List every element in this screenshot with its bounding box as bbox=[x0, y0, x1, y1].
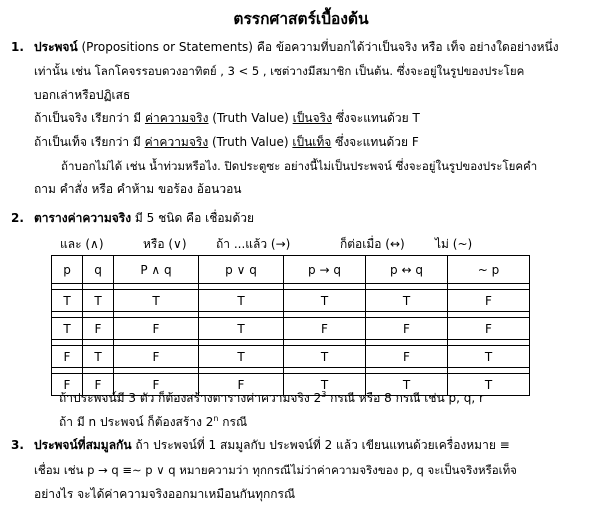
truth-table bbox=[51, 255, 530, 396]
table-cell: F bbox=[366, 318, 448, 340]
table-cell: T bbox=[83, 346, 114, 368]
table-cell: T bbox=[284, 374, 366, 396]
section-3-line-2: เชื่อม เช่น p → q ≡∼ p ∨ q หมายความว่า ทุกกรณีไม่ว่าค่าความจริงของ p, q จะเป็นจริงหรือเท็จ bbox=[34, 463, 517, 477]
true-value-suffix: ซึ่งจะแทนด้วย T bbox=[335, 111, 420, 125]
n-props-prefix: ถ้า มี n ประพจน์ ก็ต้องสร้าง 2 bbox=[59, 415, 214, 429]
table-cell: T bbox=[448, 374, 530, 396]
section-1-number: 1. bbox=[11, 40, 24, 54]
section-1-line-2: เท่านั้น เช่น โลกโคจรรอบดวงอาทิตย์ , 3 < 5 , เซต่วางมีสมาชิก เป็นต้น. ซึ่งจะอยู่ในรูปของประโยค bbox=[34, 64, 525, 78]
connective-not: ไม่ (~) bbox=[435, 237, 473, 251]
table-cell: T bbox=[83, 290, 114, 312]
table-cell: F bbox=[52, 346, 83, 368]
header-cell: p ↔ q bbox=[366, 256, 448, 284]
page-title: ตรรกศาสตร์เบื้องต้น bbox=[233, 10, 369, 28]
three-propositions-line bbox=[59, 387, 484, 406]
n-props-exponent: n bbox=[213, 414, 219, 423]
table-row bbox=[52, 318, 530, 340]
table-cell: T bbox=[284, 290, 366, 312]
header-cell: q bbox=[83, 256, 114, 284]
table-cell: T bbox=[199, 346, 284, 368]
section-2-heading-line bbox=[34, 210, 254, 226]
table-cell: F bbox=[199, 374, 284, 396]
true-value-line bbox=[34, 110, 420, 126]
connective-and: และ (∧) bbox=[60, 237, 104, 251]
header-cell: p ∨ q bbox=[199, 256, 284, 284]
table-cell: F bbox=[448, 318, 530, 340]
section-2-number: 2. bbox=[11, 211, 24, 225]
header-cell: P ∧ q bbox=[114, 256, 199, 284]
table-row bbox=[52, 346, 530, 368]
connective-iff: ก็ต่อเมื่อ (↔) bbox=[340, 237, 405, 251]
table-cell: F bbox=[114, 374, 199, 396]
n-props-suffix: กรณี bbox=[222, 415, 248, 429]
false-value-en: (Truth Value) bbox=[212, 135, 289, 149]
section-1-line-3: บอกเล่าหรือปฏิเสธ bbox=[34, 88, 131, 102]
section-2-heading-rest: มี 5 ชนิด คือ เชื่อมด้วย bbox=[134, 211, 255, 225]
section-3-number: 3. bbox=[11, 438, 24, 452]
true-value-en: (Truth Value) bbox=[212, 111, 289, 125]
false-value-term: ค่าความจริง bbox=[144, 135, 209, 149]
truth-table-header bbox=[52, 256, 530, 284]
header-cell: ~ p bbox=[448, 256, 530, 284]
three-props-prefix: ถ้าประพจน์มี 3 ตัว ก็ต้องสร้างตารางค่าความจริง 2 bbox=[59, 391, 322, 405]
table-cell: T bbox=[52, 318, 83, 340]
section-1-term-en: (Propositions or Statements) bbox=[81, 40, 253, 54]
section-3-heading: ประพจน์ที่สมมูลกัน bbox=[34, 438, 132, 452]
false-value-suffix: ซึ่งจะแทนด้วย F bbox=[335, 135, 419, 149]
header-cell: p → q bbox=[284, 256, 366, 284]
three-props-exponent: 3 bbox=[321, 390, 327, 399]
table-cell: T bbox=[448, 346, 530, 368]
three-props-suffix: กรณี หรือ 8 กรณี เช่น p, q, r bbox=[330, 391, 484, 405]
table-cell: T bbox=[199, 318, 284, 340]
table-cell: F bbox=[114, 318, 199, 340]
section-3-line-3: อย่างไร จะได้ค่าความจริงออกมาเหมือนกันทุกกรณี bbox=[34, 487, 296, 501]
section-1-note-line-2: ถาม คำสั่ง หรือ คำห้าม ขอร้อง อ้อนวอน bbox=[34, 182, 242, 196]
table-cell: T bbox=[366, 374, 448, 396]
table-cell: F bbox=[114, 346, 199, 368]
table-row bbox=[52, 290, 530, 312]
table-cell: F bbox=[366, 346, 448, 368]
header-cell: p bbox=[52, 256, 83, 284]
section-1-note-line-1: ถ้าบอกไม่ได้ เช่น น้ำท่วมหรือไง. ปิดประตูซะ อย่างนี้ไม่เป็นประพจน์ ซึ่งจะอยู่ในรูปของประโยคคำ bbox=[61, 159, 538, 173]
section-1-line-1 bbox=[34, 39, 559, 55]
section-2-heading: ตารางค่าความจริง bbox=[34, 211, 132, 225]
table-cell: F bbox=[83, 318, 114, 340]
true-value-prefix: ถ้าเป็นจริง เรียกว่า มี bbox=[34, 111, 142, 125]
table-cell: T bbox=[284, 346, 366, 368]
table-cell: T bbox=[366, 290, 448, 312]
table-cell: F bbox=[448, 290, 530, 312]
table-cell: T bbox=[52, 290, 83, 312]
table-cell: F bbox=[52, 374, 83, 396]
table-cell: T bbox=[199, 290, 284, 312]
section-1-term: ประพจน์ bbox=[34, 40, 78, 54]
section-3-line-1 bbox=[34, 437, 510, 453]
false-value-is: เป็นเท็จ bbox=[292, 135, 332, 149]
true-value-is: เป็นจริง bbox=[292, 111, 332, 125]
section-1-definition: คือ ข้อความที่บอกได้ว่าเป็นจริง หรือ เท็จ อย่างใดอย่างหนึ่ง bbox=[256, 40, 559, 54]
table-cell: F bbox=[83, 374, 114, 396]
false-value-prefix: ถ้าเป็นเท็จ เรียกว่า มี bbox=[34, 135, 141, 149]
true-value-term: ค่าความจริง bbox=[144, 111, 209, 125]
table-cell: T bbox=[114, 290, 199, 312]
n-propositions-line bbox=[59, 411, 247, 430]
false-value-line bbox=[34, 134, 419, 150]
section-3-definition: ถ้า ประพจน์ที่ 1 สมมูลกับ ประพจน์ที่ 2 แล้ว เขียนแทนด้วยเครื่องหมาย ≡ bbox=[135, 438, 510, 452]
connective-implies: ถ้า ...แล้ว (→) bbox=[216, 237, 291, 251]
table-cell: F bbox=[284, 318, 366, 340]
connective-or: หรือ (∨) bbox=[143, 237, 187, 251]
